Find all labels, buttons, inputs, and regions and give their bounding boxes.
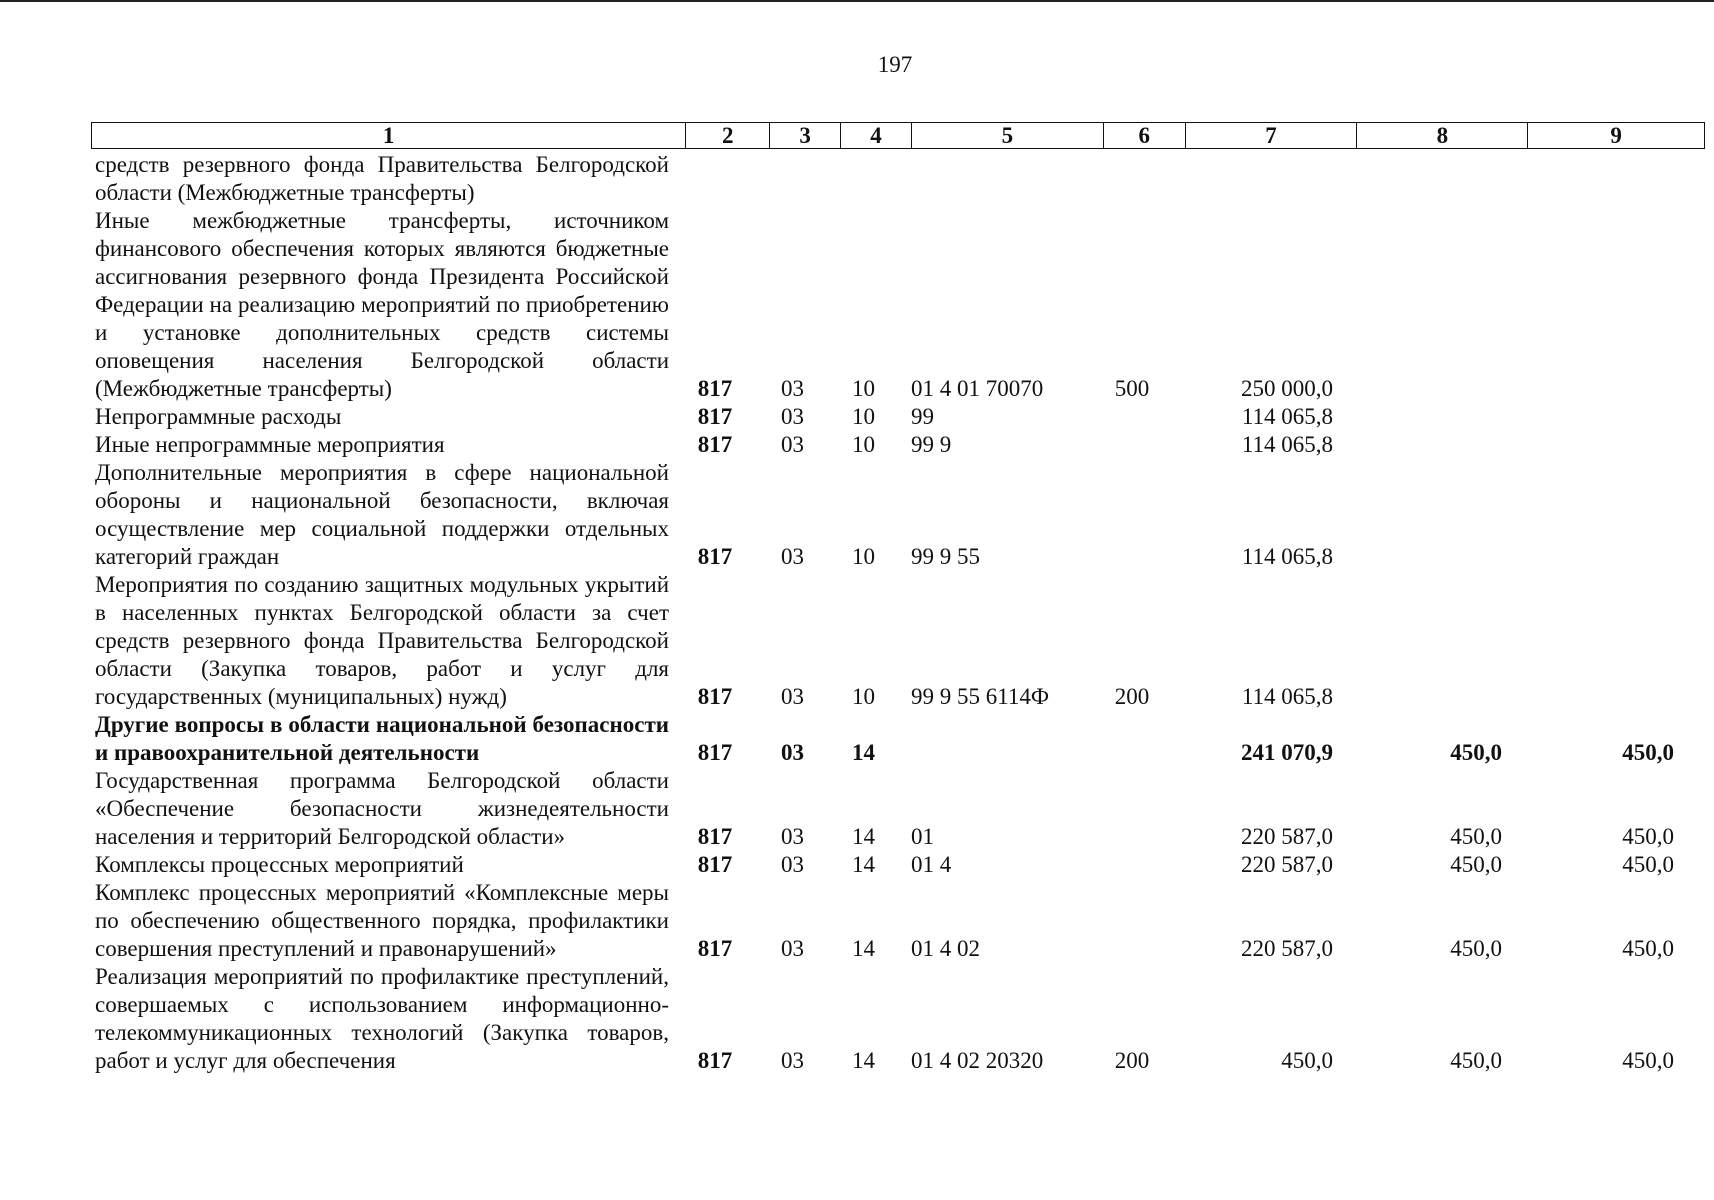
row-code: 817 xyxy=(697,684,733,709)
row-amount-col7: 250 000,0 xyxy=(1241,376,1333,401)
table-row xyxy=(91,851,1705,879)
row-amount-col7: 114 065,8 xyxy=(1241,432,1333,457)
row-amount-col8: 450,0 xyxy=(1450,852,1502,877)
row-amount-col7: 114 065,8 xyxy=(1241,684,1333,709)
row-amount-col7: 450,0 xyxy=(1281,1048,1333,1073)
row-target-article: 01 4 02 20320 xyxy=(911,1048,1044,1073)
table-row xyxy=(91,459,1705,571)
row-section: 03 xyxy=(781,684,804,709)
row-target-article: 01 4 02 xyxy=(911,936,980,961)
row-expense-type: 200 xyxy=(1114,684,1150,709)
row-target-article: 99 9 55 6114Ф xyxy=(911,684,1050,709)
row-amount-col7: 114 065,8 xyxy=(1241,544,1333,569)
header-col-8: 8 xyxy=(1357,123,1528,148)
row-expense-type: 500 xyxy=(1114,376,1150,401)
header-col-2: 2 xyxy=(686,123,770,148)
row-amount-col7: 220 587,0 xyxy=(1241,824,1333,849)
table-row xyxy=(91,711,1705,767)
row-amount-col8: 450,0 xyxy=(1450,824,1502,849)
row-subsection: 10 xyxy=(852,684,875,709)
header-col-1: 1 xyxy=(92,123,686,148)
row-section: 03 xyxy=(781,824,804,849)
row-amount-col7: 220 587,0 xyxy=(1241,936,1333,961)
row-amount-col8: 450,0 xyxy=(1450,936,1502,961)
row-subsection: 14 xyxy=(852,936,875,961)
row-target-article: 99 xyxy=(911,404,934,429)
row-amount-col9: 450,0 xyxy=(1622,936,1674,961)
row-code: 817 xyxy=(697,544,733,569)
row-description: Мероприятия по созданию защитных модульных укрытий в населенных пунктах Белгородской области за счет средств резервного фонда Правительства Белгородской области (Закупка товаров, работ и услуг для государственных (муниципальных) нужд) xyxy=(95,572,669,709)
row-section: 03 xyxy=(781,852,804,877)
row-target-article: 01 4 xyxy=(911,852,952,877)
row-description: Иные межбюджетные трансферты, источником финансового обеспечения которых являются бюджетные ассигнования резервного фонда Президента Российской Федерации на реализацию мероприятий по приобретению и установке дополнительных средств системы оповещения населения Белгородской области (Межбюджетные трансферты) xyxy=(95,208,669,401)
row-code: 817 xyxy=(697,432,733,457)
row-target-article: 99 9 55 xyxy=(911,544,980,569)
row-description: Иные непрограммные мероприятия xyxy=(95,432,445,457)
row-amount-col8: 450,0 xyxy=(1450,740,1502,765)
header-col-5: 5 xyxy=(912,123,1104,148)
page-number: 197 xyxy=(877,52,913,77)
table-row xyxy=(91,207,1705,403)
row-target-article: 99 9 xyxy=(911,432,952,457)
row-description: средств резервного фонда Правительства Белгородской области (Межбюджетные трансферты) xyxy=(95,152,669,205)
row-amount-col7: 241 070,9 xyxy=(1241,740,1333,765)
table-row xyxy=(91,767,1705,851)
table-body xyxy=(91,151,1705,1075)
row-code: 817 xyxy=(697,936,733,961)
table-row xyxy=(91,151,1705,207)
row-code: 817 xyxy=(697,404,733,429)
row-amount-col7: 114 065,8 xyxy=(1241,404,1333,429)
row-amount-col7: 220 587,0 xyxy=(1241,852,1333,877)
row-description: Непрограммные расходы xyxy=(95,404,342,429)
row-amount-col9: 450,0 xyxy=(1622,852,1674,877)
row-section: 03 xyxy=(781,544,804,569)
scan-top-edge xyxy=(0,0,1714,2)
row-description: Реализация мероприятий по профилактике преступлений, совершаемых с использованием информационно-телекоммуникационных технологий (Закупка товаров, работ и услуг для обеспечения xyxy=(95,964,669,1073)
header-col-6: 6 xyxy=(1104,123,1186,148)
row-expense-type: 200 xyxy=(1114,1048,1150,1073)
row-code: 817 xyxy=(697,740,733,765)
row-description: Другие вопросы в области национальной безопасности и правоохранительной деятельности xyxy=(95,712,669,765)
table-row xyxy=(91,879,1705,963)
row-subsection: 10 xyxy=(852,404,875,429)
row-amount-col9: 450,0 xyxy=(1622,740,1674,765)
row-target-article: 01 4 01 70070 xyxy=(911,376,1044,401)
row-section: 03 xyxy=(781,1048,804,1073)
table-row xyxy=(91,431,1705,459)
row-subsection: 10 xyxy=(852,376,875,401)
row-amount-col9: 450,0 xyxy=(1622,824,1674,849)
row-section: 03 xyxy=(781,432,804,457)
row-amount-col8: 450,0 xyxy=(1450,1048,1502,1073)
row-subsection: 14 xyxy=(852,1048,875,1073)
table-row xyxy=(91,963,1705,1075)
row-code: 817 xyxy=(697,1048,733,1073)
table-header xyxy=(91,122,1705,149)
row-description: Государственная программа Белгородской области «Обеспечение безопасности жизнедеятельности населения и территорий Белгородской области» xyxy=(95,768,669,849)
row-description: Комплекс процессных мероприятий «Комплексные меры по обеспечению общественного порядка, профилактики совершения преступлений и правонарушений» xyxy=(95,880,669,961)
row-target-article: 01 xyxy=(911,824,934,849)
row-subsection: 14 xyxy=(852,824,875,849)
row-code: 817 xyxy=(697,376,733,401)
table-row xyxy=(91,571,1705,711)
row-subsection: 14 xyxy=(852,740,875,765)
header-col-3: 3 xyxy=(770,123,841,148)
row-section: 03 xyxy=(781,740,804,765)
row-subsection: 10 xyxy=(852,544,875,569)
row-amount-col9: 450,0 xyxy=(1622,1048,1674,1073)
header-col-4: 4 xyxy=(841,123,912,148)
row-code: 817 xyxy=(697,852,733,877)
row-section: 03 xyxy=(781,936,804,961)
row-section: 03 xyxy=(781,376,804,401)
row-subsection: 10 xyxy=(852,432,875,457)
header-col-7: 7 xyxy=(1186,123,1358,148)
row-subsection: 14 xyxy=(852,852,875,877)
row-description: Дополнительные мероприятия в сфере национальной обороны и национальной безопасности, включая осуществление мер социальной поддержки отдельных категорий граждан xyxy=(95,460,669,569)
row-section: 03 xyxy=(781,404,804,429)
table-row xyxy=(91,403,1705,431)
row-code: 817 xyxy=(697,824,733,849)
header-col-9: 9 xyxy=(1610,122,1622,148)
row-description: Комплексы процессных мероприятий xyxy=(95,852,464,877)
